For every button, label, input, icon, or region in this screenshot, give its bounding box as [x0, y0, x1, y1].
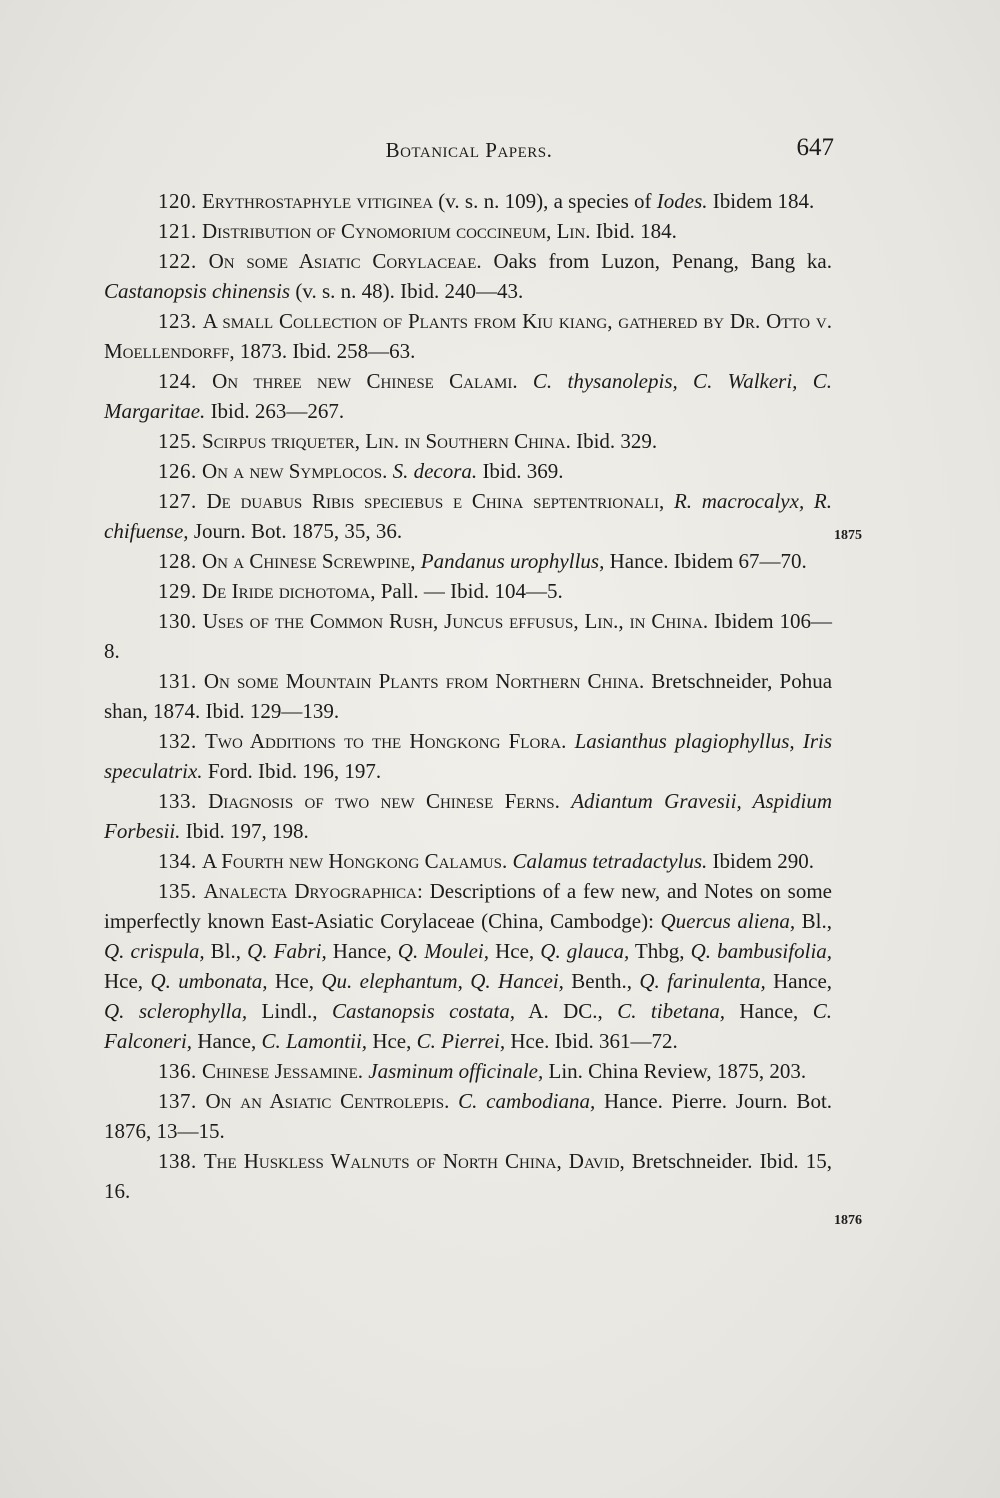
entry-123: 123. A small Collection of Plants from Kiu kiang, gathered by Dr. Otto v. Moellendorff, 1873. Ibid. 258—63.: [104, 309, 833, 363]
entry-132: 132. Two Additions to the Hongkong Flora. Lasianthus plagiophyllus, Iris speculatrix. Ford. Ibid. 196, 197.: [104, 729, 833, 783]
entry-131: 131. On some Mountain Plants from Northern China. Bretschneider, Pohua shan, 1874. Ibid. 129—139.: [104, 669, 833, 723]
entry-126: 126. On a new Symplocos. S. decora. Ibid. 369.: [158, 459, 564, 483]
entry-129: 129. De Iride dichotoma, Pall. — Ibid. 104—5.: [158, 579, 563, 603]
entry-125: 125. Scirpus triqueter, Lin. in Southern China. Ibid. 329.: [158, 429, 658, 453]
entry-130: 130. Uses of the Common Rush, Juncus effusus, Lin., in China. Ibidem 106—8.: [104, 609, 833, 663]
margin-year-1875: 1875: [834, 528, 862, 543]
entry-137: 137. On an Asiatic Centrolepis. C. cambodiana, Hance. Pierre. Journ. Bot. 1876, 13—15.: [104, 1089, 833, 1143]
page-header: [104, 132, 834, 172]
entry-list: [104, 186, 832, 1206]
entry-134: 134. A Fourth new Hongkong Calamus. Calamus tetradactylus. Ibidem 290.: [158, 849, 815, 873]
page-number: 647: [796, 134, 834, 161]
entry-136: 136. Chinese Jessamine. Jasminum officinale, Lin. China Review, 1875, 203.: [158, 1059, 807, 1083]
entry-124: 124. On three new Chinese Calami. C. thysanolepis, C. Walkeri, C. Margaritae. Ibid. 263—267.: [104, 369, 833, 423]
margin-year-1876: 1876: [834, 1213, 862, 1228]
entry-120: 120. Erythrostaphyle vitiginea (v. s. n. 109), a species of Iodes. Ibidem 184.: [158, 189, 815, 213]
entry-122: 122. On some Asiatic Corylaceae. Oaks from Luzon, Penang, Bang ka. Castanopsis chinensis (v. s. n. 48). Ibid. 240—43.: [104, 249, 832, 303]
entry-135: 135. Analecta Dryographica: Descriptions of a few new, and Notes on some imperfectly known East-Asiatic Corylaceae (China, Cambodge): Quercus aliena, Bl., Q. crispula, Bl., Q. Fabri, Hance, Q. Moulei, Hce, Q. glauca, Thbg, Q. bambusifolia, Hce, Q. umbonata, Hce, Qu. elephantum, Q. Hancei, Benth., Q. farinulenta, Hance, Q. sclerophylla, Lindl., Castanopsis costata, A. DC., C. tibetana, Hance, C. Falconeri, Hance, C. Lamontii, Hce, C. Pierrei, Hce. Ibid. 361—72.: [104, 879, 833, 1053]
entry-138: 138. The Huskless Walnuts of North China, David, Bretschneider. Ibid. 15, 16.: [104, 1149, 832, 1203]
entry-133: 133. Diagnosis of two new Chinese Ferns. Adiantum Gravesii, Aspidium Forbesii. Ibid. 197, 198.: [104, 789, 832, 843]
entry-127: 127. De duabus Ribis speciebus e China septentrionali, R. macrocalyx, R. chifuense, Journ. Bot. 1875, 35, 36.: [104, 489, 833, 543]
entry-121: 121. Distribution of Cynomorium coccineum, Lin. Ibid. 184.: [158, 219, 677, 243]
running-title: Botanical Papers.: [385, 138, 553, 162]
entry-128: 128. On a Chinese Screwpine, Pandanus urophyllus, Hance. Ibidem 67—70.: [158, 549, 807, 573]
